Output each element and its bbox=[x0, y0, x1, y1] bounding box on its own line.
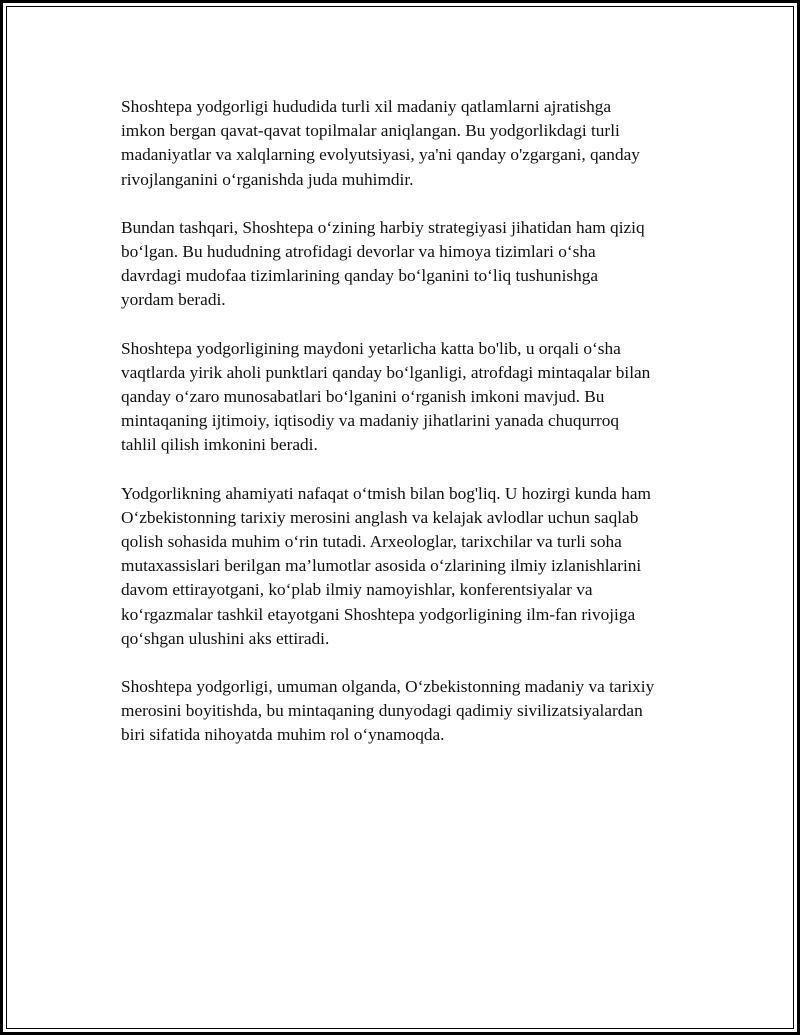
paragraph-conclusion: Shoshtepa yodgorligi, umuman olganda, O‘zbekistonning madaniy va tarixiy merosini boyitishda, bu mintaqaning dunyodagi qadimiy sivilizatsiyalardan biri sifatida nihoyatda muhim rol o‘ynamoqda. bbox=[121, 677, 655, 745]
paragraph-military-strategy: Bundan tashqari, Shoshtepa o‘zining harbiy strategiyasi jihatidan ham qiziq bo‘lgan. Bu hududning atrofidagi devorlar va himoya tizimlari o‘sha davrdagi mudofaa tizimlarining qanday bo‘lganini to‘liq tushunishga yordam beradi. bbox=[121, 217, 645, 310]
paragraph-significance: Yodgorlikning ahamiyati nafaqat o‘tmish bilan bog'liq. U hozirgi kunda ham O‘zbekistonning tarixiy merosini anglash va kelajak avlodlar uchun saqlab qolish sohasida muhim o‘rin tutadi. Arxeologlar, tarixchilar va turli soha mutaxassislari berilgan ma’lumotlar asosida o‘zlarining ilmiy izlanishlarini davom ettirayotgani, ko‘plab ilmiy namoyishlar, konferentsiyalar va ko‘rgazmalar tashkil etayotgani Shoshtepa yodgorligining ilm-fan rivojiga qo‘shgan ulushini aks ettiradi. bbox=[121, 483, 651, 648]
paragraph-stratigraphy: Shoshtepa yodgorligi hududida turli xil madaniy qatlamlarni ajratishga imkon bergan qavat-qavat topilmalar aniqlangan. Bu yodgorlikdagi turli madaniyatlar va xalqlarning evolyutsiyasi, ya'ni qanday o'zgargani, qanday rivojlanganini o‘rganishda juda muhimdir. bbox=[121, 97, 640, 189]
paragraph-settlement-area: Shoshtepa yodgorligining maydoni yetarlicha katta bo'lib, u orqali o‘sha vaqtlarda yirik aholi punktlari qanday bo‘lganligi, atrofdagi mintaqalar bilan qanday o‘zaro munosabatlari bo‘lganini o‘rganish imkoni mavjud. Bu mintaqaning ijtimoiy, iqtisodiy va madaniy jihatlarini yanada chuqurroq tahlil qilish imkonini beradi. bbox=[121, 338, 651, 455]
document-body bbox=[121, 95, 711, 772]
